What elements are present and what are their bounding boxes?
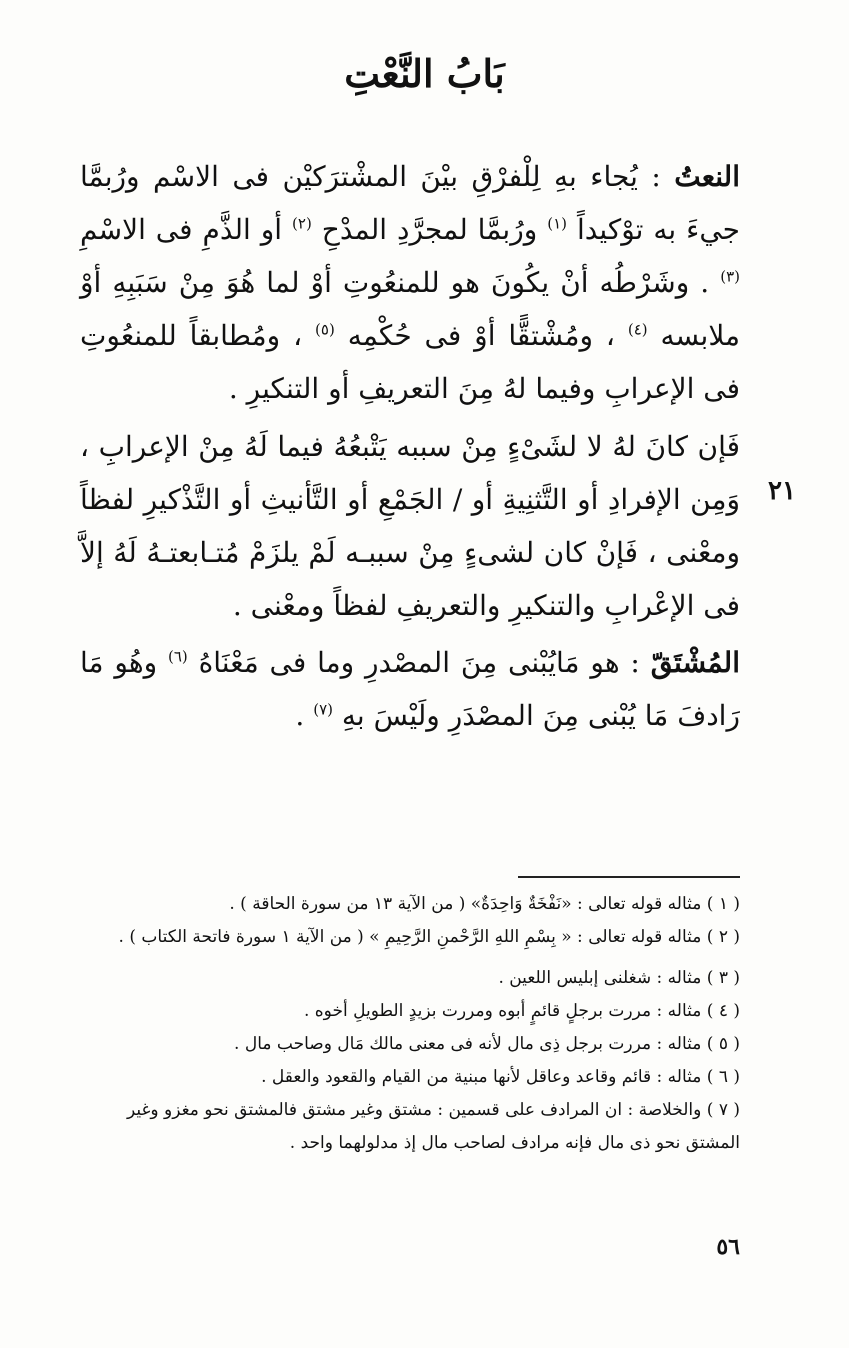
paragraph1-text3: أو الذَّمِ فى الاسْمِ	[80, 213, 293, 246]
footnote-ref-1: (١)	[547, 214, 567, 233]
footnote-ref-4: (٤)	[627, 320, 648, 339]
paragraph-mushtaq-definition	[80, 636, 740, 742]
paragraph1-text5: ، ومُشْتقًّا أوْ فى حُكْمِه	[334, 319, 628, 352]
footnote-ref-7: (٧)	[313, 700, 334, 719]
paragraph-agreement	[80, 420, 740, 632]
paragraph2-text: فَإن كانَ لهُ لا لشَىْءٍ مِنْ سببه يَتْبعُهُ فيما لَهُ مِنْ الإعرابِ ، وَمِن الإفرادِ أو التَّثنِيةِ أو / الجَمْعِ أو التَّأنيثِ أو التَّذْكيرِ لفظاً ومعْنى ، فَإنْ كان لشىءٍ مِنْ سببـه لَمْ يلزَمْ مُتـابعتـهُ لَهُ إلاَّ فى الإعْرابِ والتنكيرِ والتعريفِ لفظاً ومعْنى .	[80, 430, 740, 622]
footnote-7: ( ٧ ) والخلاصة : ان المرادف على قسمين : مشتق وغير مشتق فالمشتق نحو مغزو وغير المشتق نحو ذى مال فإنه مرادف لصاحب مال إذ مدلولهما واحد .	[126, 1100, 740, 1153]
margin-folio-mark: ٢١	[768, 476, 796, 506]
paragraph-naat-definition	[80, 150, 740, 415]
paragraph3-text2: وهُو مَا رَادفَ مَا يُبْنى مِنَ المصْدَرِ ولَيْسَ بهِ	[80, 646, 740, 732]
paragraph1-text: : يُجاء بهِ لِلْفرْقِ بيْنَ المشْترَكيْن فى الاسْم ورُبمَّا جيءَ به توْكيداً	[80, 160, 740, 246]
footnote-3: ( ٣ ) مثاله : شغلنى إبليس اللعين .	[498, 968, 740, 988]
footnote-2: ( ٢ ) مثاله قوله تعالى : « بِسْمِ اللهِ الرَّحْمنِ الرَّحِيمِ » ( من الآية ١ سورة فاتحة الكتاب ) .	[118, 927, 740, 947]
chapter-title: بَابُ النَّعْتِ	[344, 51, 505, 96]
paragraph3-text3: .	[295, 699, 314, 732]
page-number: ٥٦	[716, 1234, 740, 1260]
footnote-ref-6: (٦)	[167, 647, 188, 666]
paragraph1-text4: . وشَرْطُه أنْ يكُونَ هو للمنعُوتِ أوْ لما هُوَ مِنْ سَبَبِهِ أوْ ملابسه	[80, 266, 741, 352]
footnote-4: ( ٤ ) مثاله : مررت برجلٍ قائمٍ أبوه ومررت بزيدٍ الطويلِ أخوه .	[303, 1001, 740, 1021]
footnote-5: ( ٥ ) مثاله : مررت برجل ذِى مال لأنه فى معنى مالك مَال وصاحب مال .	[234, 1034, 740, 1054]
footnote-ref-5: (٥)	[315, 320, 335, 339]
paragraph1-text2: ورُبمَّا لمجرَّدِ المدْحِ	[311, 213, 548, 246]
term-mushtaq: المُشْتَقّ	[650, 646, 740, 679]
footnote-ref-3: (٣)	[720, 267, 740, 286]
paragraph3-text: : هو مَايُبْنى مِنَ المصْدرِ وما فى مَعْنَاهُ	[187, 646, 651, 679]
term-naat: النعتُ	[674, 160, 740, 193]
footnote-ref-2: (٢)	[292, 214, 312, 233]
footnote-divider	[518, 876, 740, 878]
footnote-1: ( ١ ) مثاله قوله تعالى : «نَفْخَةٌ وَاحِدَةٌ» ( من الآية ١٣ من سورة الحاقة ) .	[229, 894, 740, 914]
footnotes	[80, 888, 740, 1160]
footnote-6: ( ٦ ) مثاله : قائم وقاعد وعاقل لأنها مبنية من القيام والقعود والعقل .	[261, 1067, 740, 1087]
paragraph1-text6: ، ومُطابقاً للمنعُوتِ فى الإعرابِ وفيما لهُ مِنَ التعريفِ أو التنكيرِ .	[80, 319, 740, 405]
